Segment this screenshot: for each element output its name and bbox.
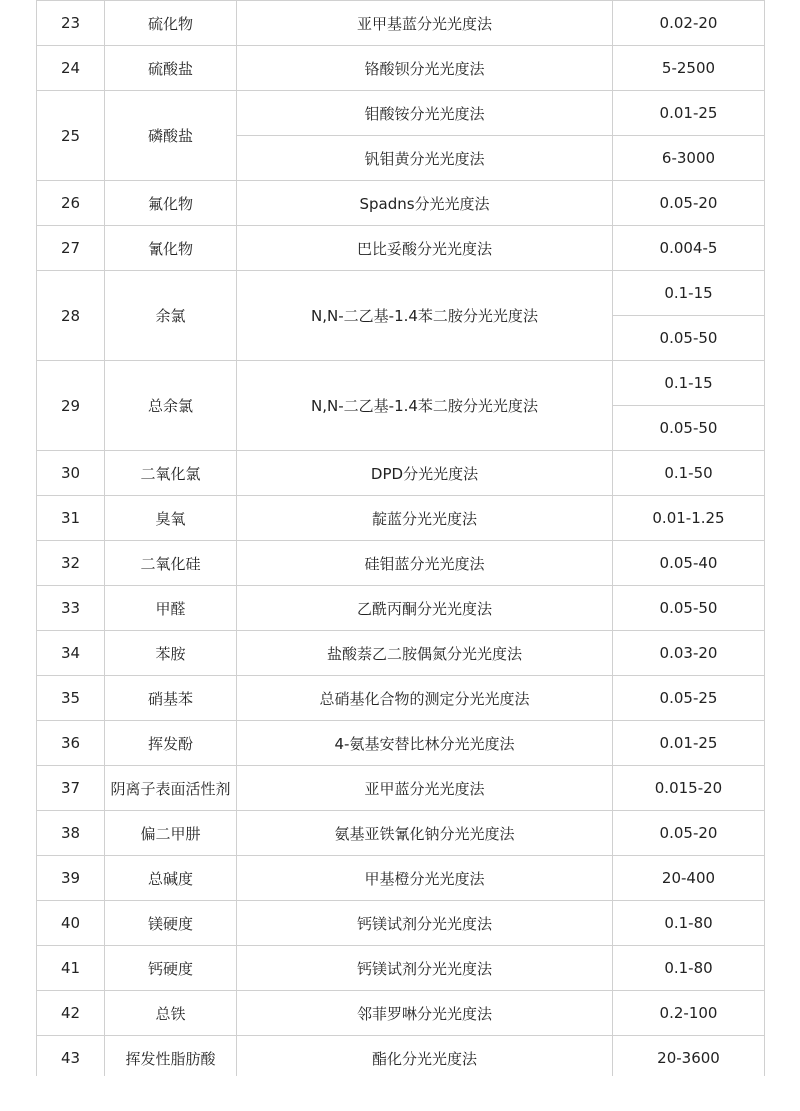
table-row [37, 676, 765, 721]
method-cell: 甲基橙分光光度法 [237, 856, 613, 901]
measurement-table [36, 0, 765, 1081]
method-cell: 钙镁试剂分光光度法 [237, 901, 613, 946]
row-number-cell: 29 [37, 361, 105, 451]
range-cell: 0.015-20 [613, 766, 765, 811]
row-number-cell: 38 [37, 811, 105, 856]
table-row [37, 46, 765, 91]
method-cell: 盐酸萘乙二胺偶氮分光光度法 [237, 631, 613, 676]
method-cell: 靛蓝分光光度法 [237, 496, 613, 541]
method-cell: 铬酸钡分光光度法 [237, 46, 613, 91]
table-row [37, 1036, 765, 1081]
item-name-cell: 甲醛 [105, 586, 237, 631]
row-number-cell: 31 [37, 496, 105, 541]
row-number-cell: 34 [37, 631, 105, 676]
range-cell: 20-3600 [613, 1036, 765, 1081]
row-number-cell: 30 [37, 451, 105, 496]
method-cell: DPD分光光度法 [237, 451, 613, 496]
method-cell: N,N-二乙基-1.4苯二胺分光光度法 [237, 271, 613, 361]
item-name-cell: 苯胺 [105, 631, 237, 676]
item-name-cell: 总铁 [105, 991, 237, 1036]
row-number-cell: 42 [37, 991, 105, 1036]
item-name-cell: 总碱度 [105, 856, 237, 901]
row-number-cell: 35 [37, 676, 105, 721]
row-number-cell: 27 [37, 226, 105, 271]
range-cell: 0.03-20 [613, 631, 765, 676]
range-cell: 0.05-40 [613, 541, 765, 586]
item-name-cell: 挥发性脂肪酸 [105, 1036, 237, 1081]
item-name-cell: 钙硬度 [105, 946, 237, 991]
range-cell: 0.1-15 [613, 271, 765, 316]
row-number-cell: 37 [37, 766, 105, 811]
row-number-cell: 41 [37, 946, 105, 991]
table-row [37, 631, 765, 676]
table-row [37, 451, 765, 496]
method-cell: 亚甲基蓝分光光度法 [237, 1, 613, 46]
table-row [37, 991, 765, 1036]
method-cell: 亚甲蓝分光光度法 [237, 766, 613, 811]
row-number-cell: 32 [37, 541, 105, 586]
method-cell: Spadns分光光度法 [237, 181, 613, 226]
method-cell: 乙酰丙酮分光光度法 [237, 586, 613, 631]
range-cell: 0.1-80 [613, 901, 765, 946]
range-cell: 0.01-1.25 [613, 496, 765, 541]
row-number-cell: 25 [37, 91, 105, 181]
table-row [37, 586, 765, 631]
table-row [37, 946, 765, 991]
table-row [37, 856, 765, 901]
item-name-cell: 硫化物 [105, 1, 237, 46]
method-cell: 硅钼蓝分光光度法 [237, 541, 613, 586]
range-cell: 0.004-5 [613, 226, 765, 271]
range-cell: 0.05-20 [613, 181, 765, 226]
table-row [37, 901, 765, 946]
range-cell: 0.05-50 [613, 406, 765, 451]
table-row [37, 91, 765, 136]
item-name-cell: 氰化物 [105, 226, 237, 271]
item-name-cell: 臭氧 [105, 496, 237, 541]
range-cell: 0.05-25 [613, 676, 765, 721]
method-cell: 钒钼黄分光光度法 [237, 136, 613, 181]
range-cell: 0.05-20 [613, 811, 765, 856]
method-cell: 氨基亚铁氰化钠分光光度法 [237, 811, 613, 856]
row-number-cell: 23 [37, 1, 105, 46]
table-row [37, 271, 765, 316]
item-name-cell: 磷酸盐 [105, 91, 237, 181]
row-number-cell: 43 [37, 1036, 105, 1081]
row-number-cell: 26 [37, 181, 105, 226]
method-cell: 酯化分光光度法 [237, 1036, 613, 1081]
row-number-cell: 40 [37, 901, 105, 946]
method-cell: 巴比妥酸分光光度法 [237, 226, 613, 271]
row-number-cell: 33 [37, 586, 105, 631]
item-name-cell: 二氧化氯 [105, 451, 237, 496]
table-row [37, 541, 765, 586]
item-name-cell: 硫酸盐 [105, 46, 237, 91]
table-row [37, 226, 765, 271]
item-name-cell: 偏二甲肼 [105, 811, 237, 856]
method-cell: 4-氨基安替比林分光光度法 [237, 721, 613, 766]
range-cell: 0.02-20 [613, 1, 765, 46]
item-name-cell: 阴离子表面活性剂 [105, 766, 237, 811]
table-row [37, 361, 765, 406]
table-row [37, 721, 765, 766]
row-number-cell: 36 [37, 721, 105, 766]
item-name-cell: 镁硬度 [105, 901, 237, 946]
method-cell: 钙镁试剂分光光度法 [237, 946, 613, 991]
method-cell: 邻菲罗啉分光光度法 [237, 991, 613, 1036]
range-cell: 0.1-15 [613, 361, 765, 406]
measurement-table-wrapper [36, 0, 764, 1081]
range-cell: 0.05-50 [613, 586, 765, 631]
range-cell: 20-400 [613, 856, 765, 901]
item-name-cell: 氟化物 [105, 181, 237, 226]
method-cell: 总硝基化合物的测定分光光度法 [237, 676, 613, 721]
range-cell: 0.05-50 [613, 316, 765, 361]
item-name-cell: 余氯 [105, 271, 237, 361]
range-cell: 0.01-25 [613, 721, 765, 766]
row-number-cell: 28 [37, 271, 105, 361]
row-number-cell: 39 [37, 856, 105, 901]
item-name-cell: 硝基苯 [105, 676, 237, 721]
table-row [37, 1, 765, 46]
range-cell: 0.01-25 [613, 91, 765, 136]
table-row [37, 811, 765, 856]
table-row [37, 181, 765, 226]
range-cell: 6-3000 [613, 136, 765, 181]
item-name-cell: 挥发酚 [105, 721, 237, 766]
method-cell: 钼酸铵分光光度法 [237, 91, 613, 136]
range-cell: 0.2-100 [613, 991, 765, 1036]
item-name-cell: 二氧化硅 [105, 541, 237, 586]
row-number-cell: 24 [37, 46, 105, 91]
page-margin [0, 1076, 800, 1111]
method-cell: N,N-二乙基-1.4苯二胺分光光度法 [237, 361, 613, 451]
table-row [37, 766, 765, 811]
table-row [37, 496, 765, 541]
item-name-cell: 总余氯 [105, 361, 237, 451]
range-cell: 0.1-50 [613, 451, 765, 496]
range-cell: 0.1-80 [613, 946, 765, 991]
table-body [37, 1, 765, 1081]
range-cell: 5-2500 [613, 46, 765, 91]
